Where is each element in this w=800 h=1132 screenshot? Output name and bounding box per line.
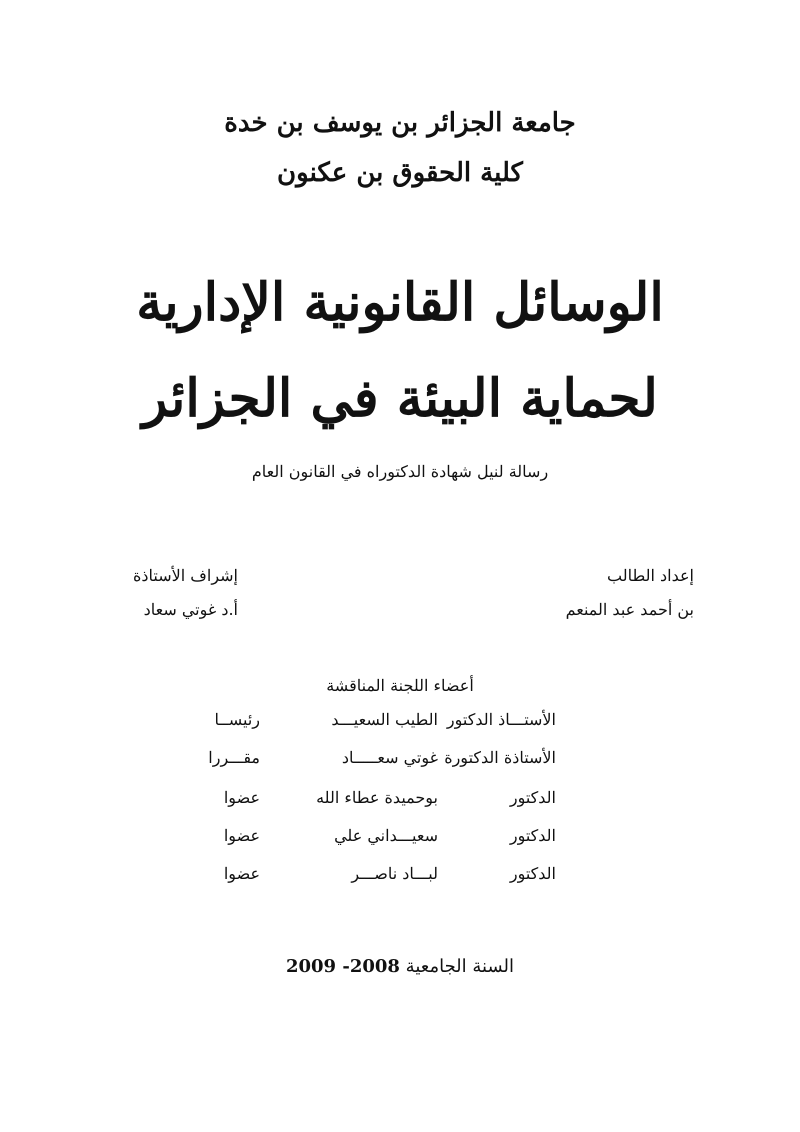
thesis-title-line-2: لحماية البيئة في الجزائر [142,368,658,429]
faculty-name: كلية الحقوق بن عكنون [277,158,523,188]
member-role: عضوا [223,788,260,807]
committee-member-row [200,788,556,814]
member-rank: الدكتور [509,788,556,807]
member-role: عضوا [223,864,260,883]
member-rank: الدكتور [509,826,556,845]
member-rank: الأستاذة الدكتورة [444,748,556,767]
academic-year [0,956,800,977]
committee-member-row [200,864,556,890]
member-role: عضوا [223,826,260,845]
prepared-by-label: إعداد الطالب [607,566,694,585]
member-name: لبـــاد ناصـــر [351,864,438,883]
university-name: جامعة الجزائر بن يوسف بن خدة [224,108,576,138]
committee-title: أعضاء اللجنة المناقشة [326,676,474,695]
member-rank: الدكتور [509,864,556,883]
thesis-title-line-1: الوسائل القانونية الإدارية [136,272,664,333]
committee-member-row [200,710,556,736]
student-name: بن أحمد عبد المنعم [565,600,694,619]
thesis-subtitle: رسالة لنيل شهادة الدكتوراه في القانون العام [251,462,549,481]
member-role: رئيســا [214,710,260,729]
member-name: غوتي سعـــــاد [341,748,438,767]
supervisor-name: أ.د غوتي سعاد [143,600,238,619]
member-name: بوحميدة عطاء الله [316,788,438,807]
member-rank: الأستـــاذ الدكتور [446,710,556,729]
member-role: مقـــررا [208,748,260,767]
academic-year-value: 2008- 2009 [285,956,400,977]
member-name: الطيب السعيـــد [331,710,438,729]
committee-member-row [200,748,556,774]
committee-member-row [200,826,556,852]
supervisor-label: إشراف الأستاذة [133,566,238,585]
academic-year-label: السنة الجامعية [405,956,515,977]
member-name: سعيـــداني علي [334,826,438,845]
